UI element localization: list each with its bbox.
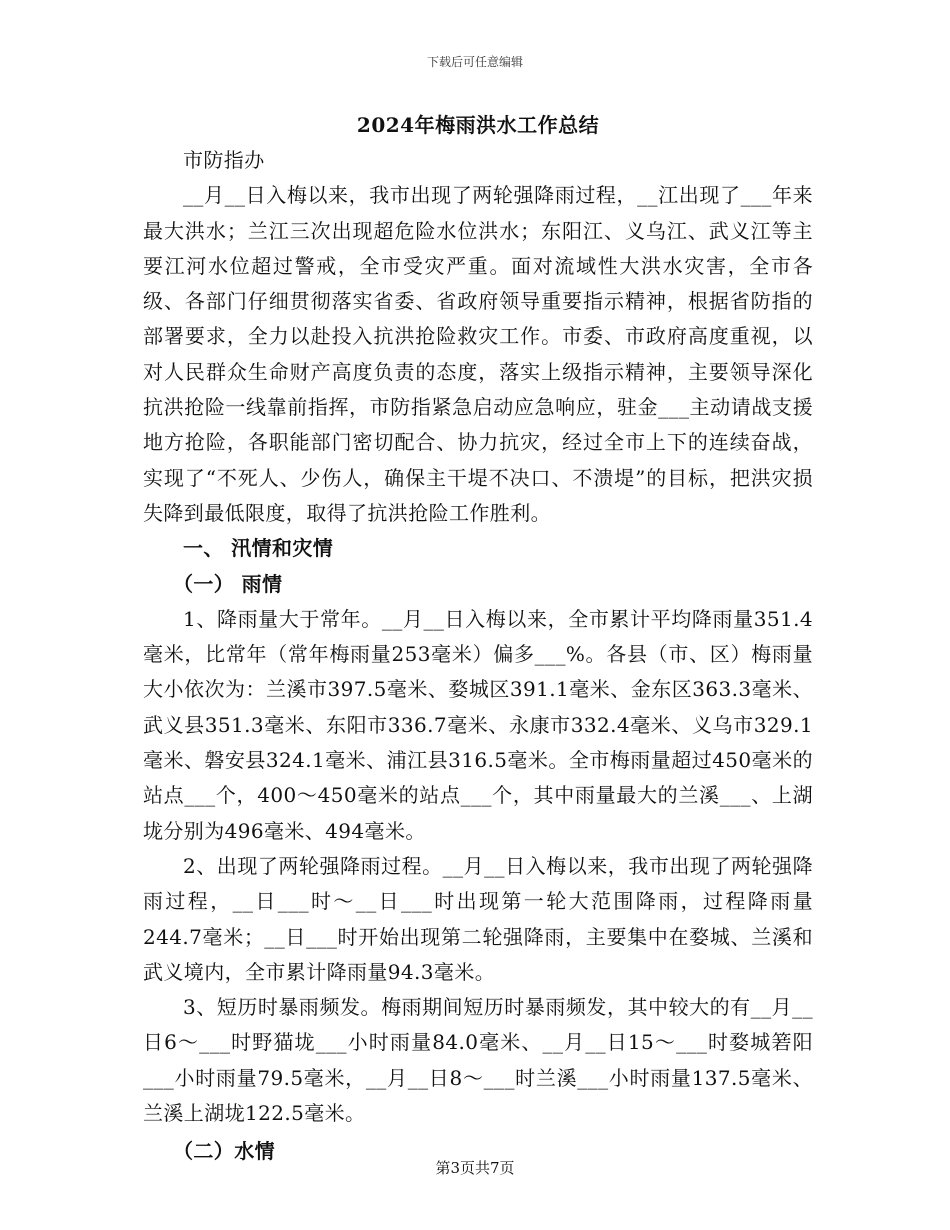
rain-paragraph-2: 2、出现了两轮强降雨过程。__月__日入梅以来，我市出现了两轮强降雨过程，__日___时～__日___时出现第一轮大范围降雨，过程降雨量244.7毫米；__日___时开始出现第二轮强降雨，主要集中在婺城、兰溪和武义境内，全市累计降雨量94.3毫米。 xyxy=(143,853,813,984)
document-body xyxy=(143,108,813,1170)
subsection-heading-water: （二）水情 xyxy=(173,1139,275,1164)
page-footer: 第3页共7页 xyxy=(435,1159,515,1177)
document-org: 市防指办 xyxy=(183,148,265,172)
intro-paragraph: __月__日入梅以来，我市出现了两轮强降雨过程，__江出现了___年来最大洪水；兰江三次出现超危险水位洪水；东阳江、义乌江、武义江等主要江河水位超过警戒，全市受灾严重。面对流域性大洪水灾害，全市各级、各部门仔细贯彻落实省委、省政府领导重要指示精神，根据省防指的部署要求，全力以赴投入抗洪抢险救灾工作。市委、市政府高度重视，以对人民群众生命财产高度负责的态度，落实上级指示精神，主要领导深化抗洪抢险一线靠前指挥，市防指紧急启动应急响应，驻金___主动请战支援地方抢险，各职能部门密切配合、协力抗灾，经过全市上下的连续奋战，实现了“不死人、少伤人，确保主干堤不决口、不溃堤”的目标，把洪灾损失降到最低限度，取得了抗洪抢险工作胜利。 xyxy=(143,183,813,525)
rain-paragraph-3: 3、短历时暴雨频发。梅雨期间短历时暴雨频发，其中较大的有__月__日6～___时野猫垅___小时雨量84.0毫米、__月__日15～___时婺城箬阳___小时雨量79.5毫米，__月__日8～___时兰溪___小时雨量137.5毫米、兰溪上湖垅122.5毫米。 xyxy=(143,995,813,1126)
document-title: 2024年梅雨洪水工作总结 xyxy=(356,113,600,137)
section-heading-1: 一、 汛情和灾情 xyxy=(183,536,334,561)
page-header: 下载后可任意编辑 xyxy=(426,55,523,69)
rain-paragraph-1: 1、降雨量大于常年。__月__日入梅以来，全市累计平均降雨量351.4毫米，比常年（常年梅雨量253毫米）偏多___%。各县（市、区）梅雨量大小依次为：兰溪市397.5毫米、婺城区391.1毫米、金东区363.3毫米、武义县351.3毫米、东阳市336.7毫米、永康市332.4毫米、义乌市329.1毫米、磐安县324.1毫米、浦江县316.5毫米。全市梅雨量超过450毫米的站点___个，400～450毫米的站点___个，其中雨量最大的兰溪___、上湖垅分别为496毫米、494毫米。 xyxy=(143,606,813,843)
subsection-heading-rain: （一） 雨情 xyxy=(173,571,283,596)
